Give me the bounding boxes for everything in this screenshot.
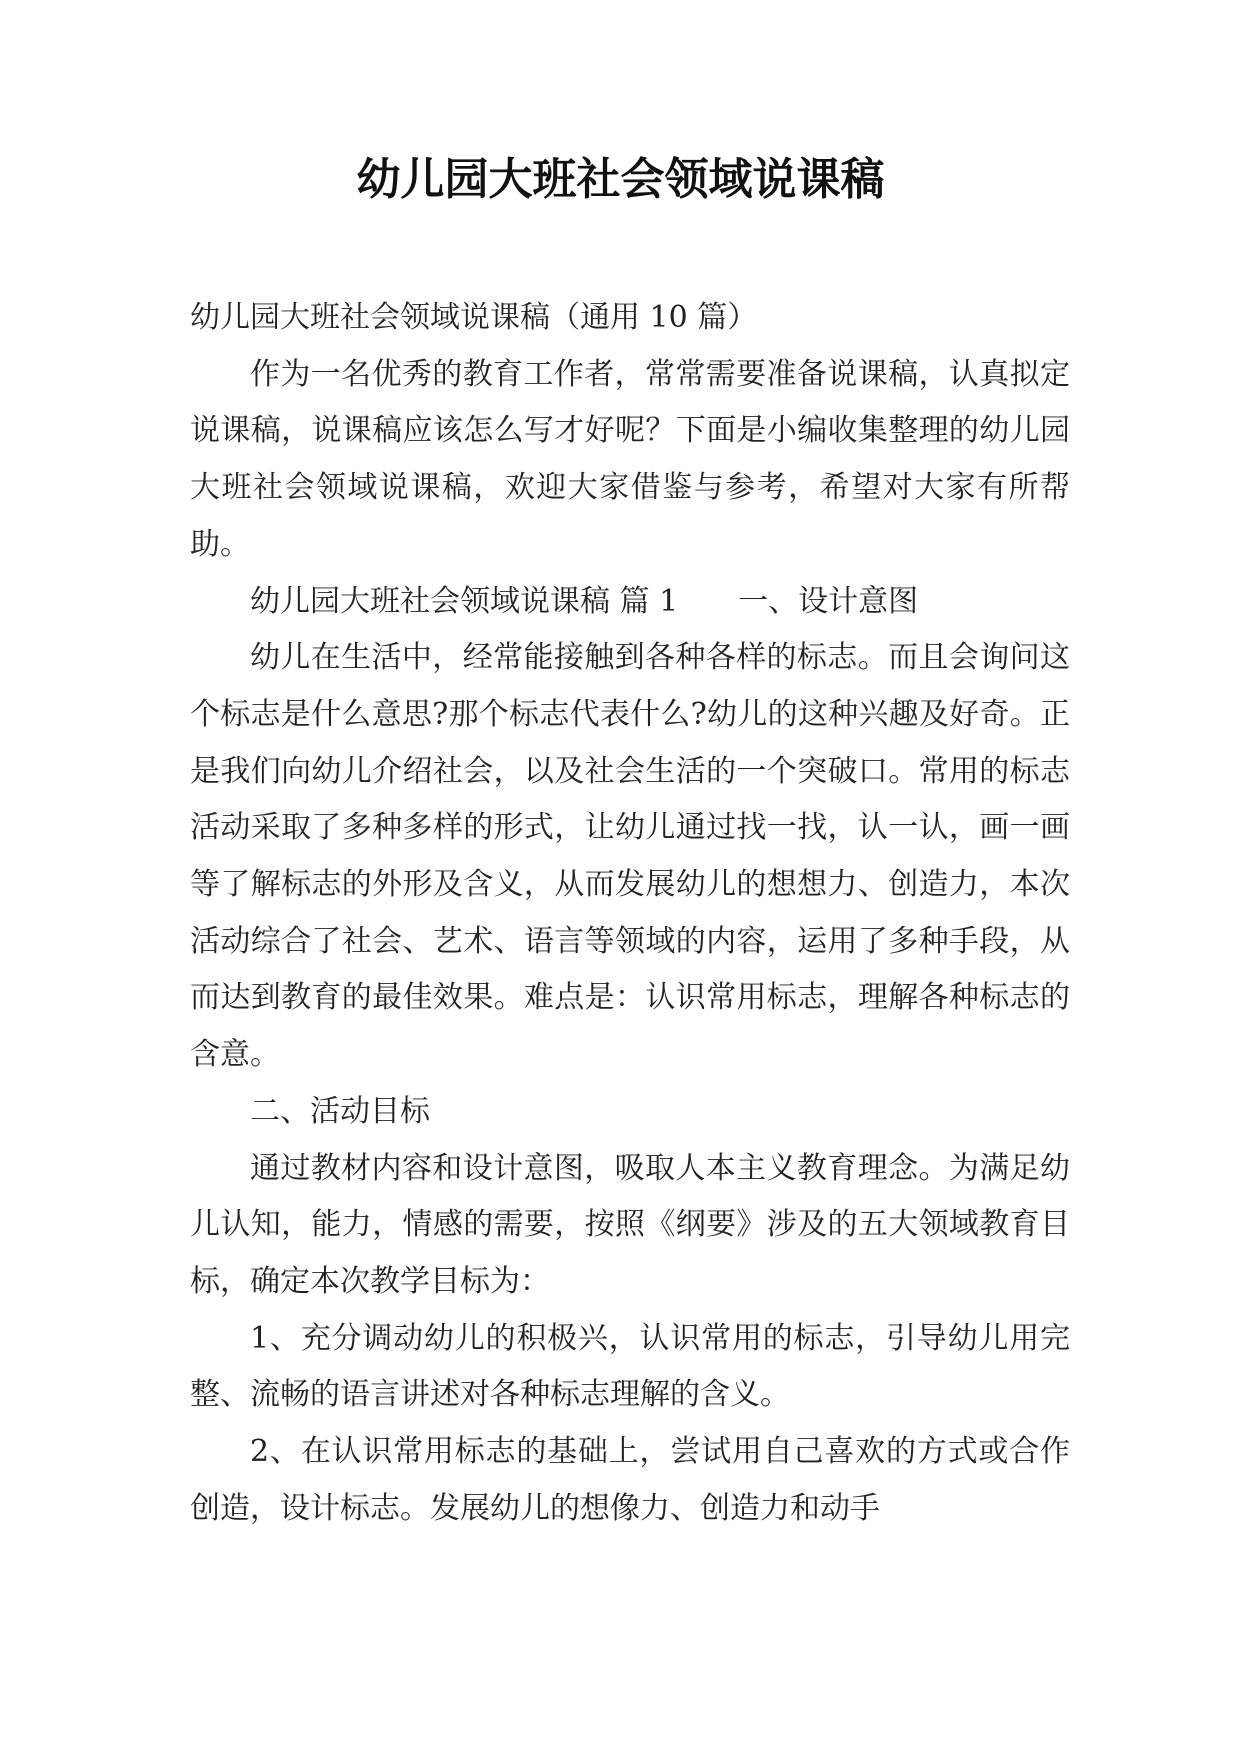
document-title: 幼儿园大班社会领域说课稿 — [356, 154, 885, 205]
activity-goals-heading: 二、活动目标 — [250, 1093, 430, 1129]
design-intent-paragraph: 幼儿在生活中，经常能接触到各种各样的标志。而且会询问这个标志是什么意思?那个标志代表什么?幼儿的这种兴趣及好奇。正是我们向幼儿介绍社会，以及社会生活的一个突破口。常用的标志活动采取了多种多样的形式，让幼儿通过找一找，认一认，画一画等了解标志的外形及含义，从而发展幼儿的想想力、创造力，本次活动综合了社会、艺术、语言等领域的内容，运用了多种手段，从而达到教育的最佳效果。难点是：认识常用标志，理解各种标志的含意。 — [190, 640, 1070, 1073]
goal-item-1: 1、充分调动幼儿的积极兴，认识常用的标志，引导幼儿用完整、流畅的语言讲述对各种标志理解的含义。 — [190, 1320, 1070, 1413]
section-heading-line — [190, 574, 1070, 631]
section-heading: 幼儿园大班社会领域说课稿 篇 1 — [250, 583, 679, 619]
document-subtitle: 幼儿园大班社会领域说课稿（通用 10 篇） — [190, 300, 758, 335]
goals-intro-paragraph: 通过教材内容和设计意图，吸取人本主义教育理念。为满足幼儿认知，能力，情感的需要，按照《纲要》涉及的五大领域教育目标，确定本次教学目标为： — [190, 1150, 1070, 1299]
section-subheading: 一、设计意图 — [738, 583, 919, 619]
goal-item-2: 2、在认识常用标志的基础上，尝试用自己喜欢的方式或合作创造，设计标志。发展幼儿的想像力、创造力和动手 — [190, 1434, 1070, 1526]
document-body — [190, 290, 1070, 1537]
intro-paragraph: 作为一名优秀的教育工作者，常常需要准备说课稿，认真拟定说课稿，说课稿应该怎么写才好呢？下面是小编收集整理的幼儿园大班社会领域说课稿，欢迎大家借鉴与参考，希望对大家有所帮助。 — [190, 356, 1070, 562]
